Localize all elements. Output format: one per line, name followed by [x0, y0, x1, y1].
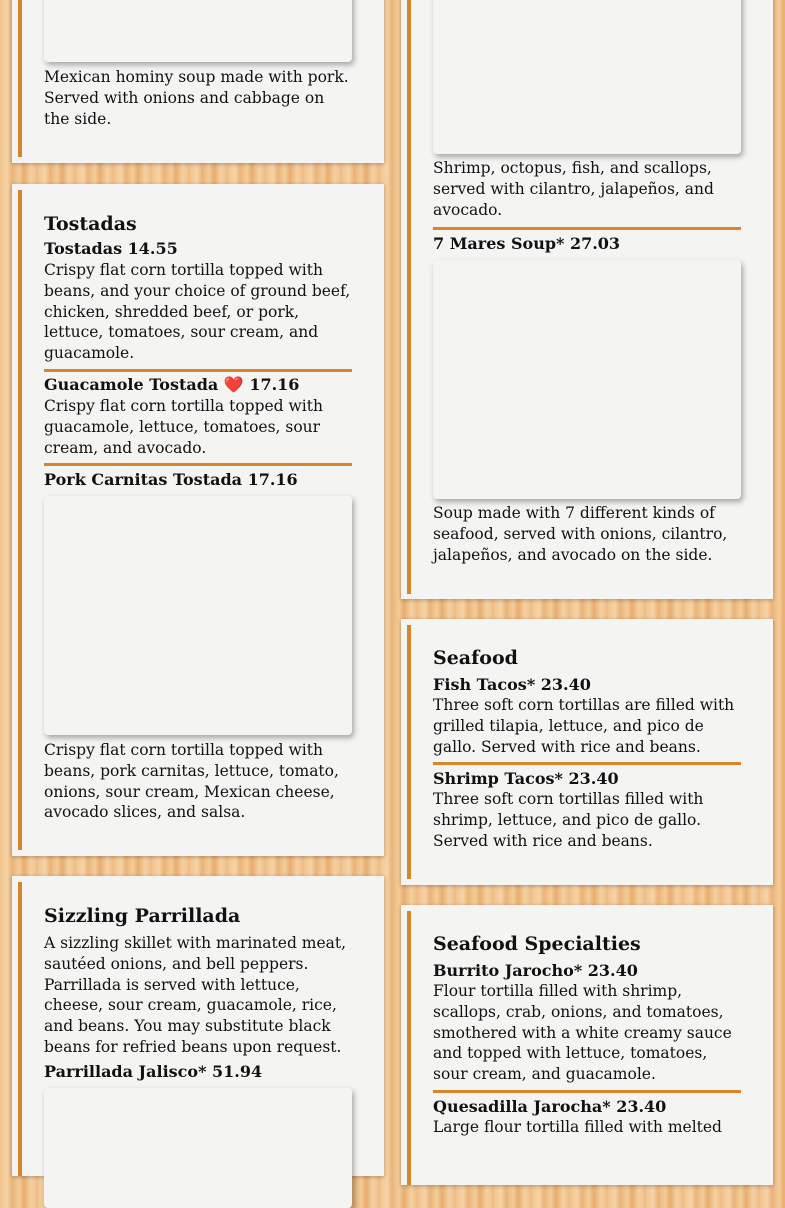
item-description: Crispy flat corn tortilla topped with beans, pork carnitas, lettuce, tomato, onions, sour cream, Mexican cheese, avocado slices, and salsa. [44, 741, 339, 822]
item-description: Three soft corn tortillas are filled with grilled tilapia, lettuce, and pico de gallo. Served with rice and beans. [433, 696, 735, 756]
menu-card-seafood [401, 619, 773, 885]
menu-card-parrillada [12, 876, 384, 1176]
card-accent-bar [18, 0, 22, 157]
item-description: Mexican hominy soup made with pork. Served with onions and cabbage on the side. [44, 68, 349, 128]
menu-item-name[interactable]: Tostadas 14.55 [44, 239, 178, 258]
menu-item-photo[interactable] [44, 1088, 352, 1208]
menu-card-tostadas [12, 184, 384, 856]
menu-item-name[interactable]: Pork Carnitas Tostada 17.16 [44, 470, 298, 489]
menu-item-name[interactable]: Guacamole Tostada ❤️ 17.16 [44, 375, 300, 394]
item-description: Shrimp, octopus, fish, and scallops, served with cilantro, jalapeños, and avocado. [433, 159, 714, 219]
card-accent-bar [18, 882, 22, 1176]
item-description: Crispy flat corn tortilla topped with beans, and your choice of ground beef, chicken, shredded beef, or pork, lettuce, tomatoes, sour cream, and guacamole. [44, 261, 351, 363]
category-title: Seafood Specialties [433, 933, 641, 955]
item-description: Three soft corn tortillas filled with shrimp, lettuce, and pico de gallo. Served with rice and beans. [433, 790, 704, 850]
item-divider [44, 463, 352, 466]
menu-item-name[interactable]: Burrito Jarocho* 23.40 [433, 961, 638, 980]
menu-item-name[interactable]: 7 Mares Soup* 27.03 [433, 234, 621, 253]
menu-item-photo [44, 0, 352, 62]
menu-item-name[interactable]: Quesadilla Jarocha* 23.40 [433, 1097, 667, 1116]
item-description: Flour tortilla filled with shrimp, scallops, crab, onions, and tomatoes, smothered with a white creamy sauce and topped with lettuce, tomatoes, sour cream, and guacamole. [433, 982, 732, 1084]
item-description: Crispy flat corn tortilla topped with guacamole, lettuce, tomatoes, sour cream, and avocado. [44, 397, 323, 457]
menu-item-name[interactable]: Fish Tacos* 23.40 [433, 675, 591, 694]
menu-item-photo[interactable] [433, 0, 741, 154]
item-divider [44, 369, 352, 372]
menu-item-name[interactable]: Shrimp Tacos* 23.40 [433, 769, 619, 788]
menu-item-photo[interactable] [433, 260, 741, 499]
item-description: Soup made with 7 different kinds of seafood, served with onions, cilantro, jalapeños, and avocado on the side. [433, 504, 728, 564]
category-title: Tostadas [44, 213, 137, 235]
menu-card-seafood-specialties [401, 905, 773, 1185]
item-divider [433, 1090, 741, 1093]
menu-card-soups [401, 0, 773, 599]
menu-item-name[interactable]: Parrillada Jalisco* 51.94 [44, 1062, 263, 1081]
category-title: Seafood [433, 647, 518, 669]
item-divider [433, 227, 741, 230]
category-intro: A sizzling skillet with marinated meat, sautéed onions, and bell peppers. Parrillada is served with lettuce, cheese, sour cream, guacamole, rice, and beans. You may substitute black beans for refried beans upon request. [44, 934, 347, 1056]
card-accent-bar [407, 911, 411, 1185]
card-accent-bar [407, 0, 411, 594]
card-accent-bar [407, 625, 411, 879]
menu-card-pozole [12, 0, 384, 163]
card-accent-bar [18, 190, 22, 850]
item-description: Large flour tortilla filled with melted [433, 1118, 722, 1136]
item-divider [433, 762, 741, 765]
category-title: Sizzling Parrillada [44, 905, 241, 927]
menu-item-photo[interactable] [44, 496, 352, 735]
